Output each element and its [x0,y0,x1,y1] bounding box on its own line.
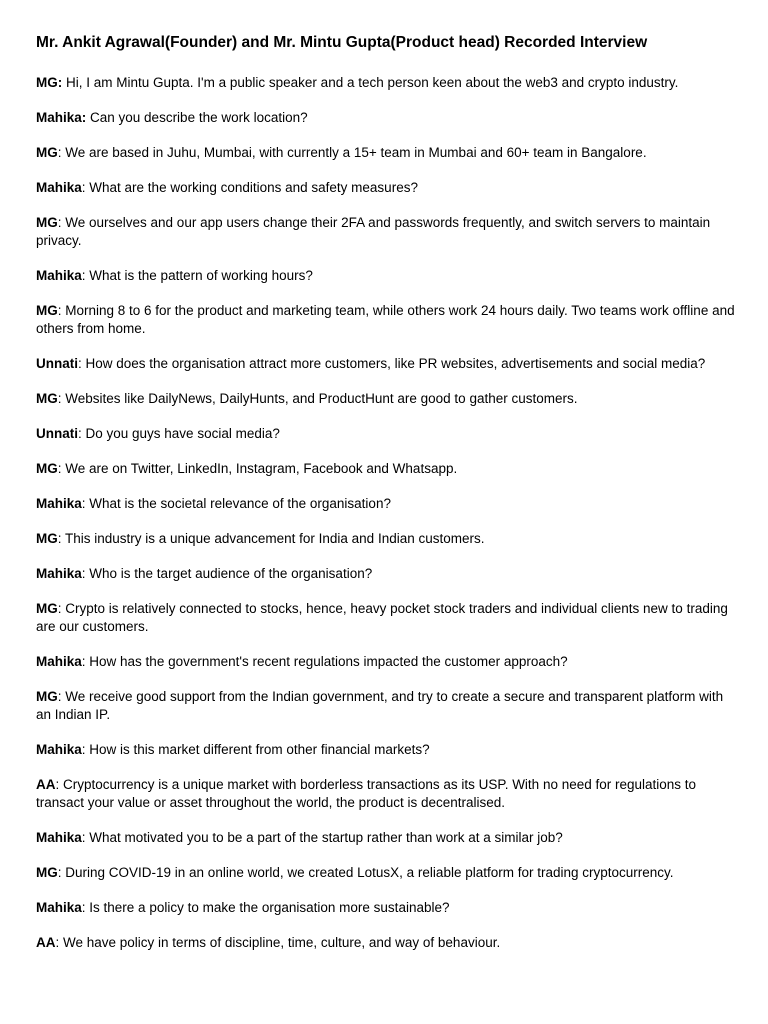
paragraph-text: : Websites like DailyNews, DailyHunts, and ProductHunt are good to gather customers. [57,391,578,406]
paragraph-text: : During COVID-19 in an online world, we created LotusX, a reliable platform for trading cryptocurrency. [57,865,674,880]
transcript-paragraph [36,390,736,408]
transcript-paragraph [36,776,736,812]
paragraph-text: : We ourselves and our app users change their 2FA and passwords frequently, and switch servers to maintain privacy. [36,215,711,248]
speaker-label: Unnati [36,426,78,441]
transcript-paragraph [36,109,736,127]
speaker-label: MG: [36,75,63,90]
speaker-label: MG [36,601,58,616]
speaker-label: MG [36,531,58,546]
transcript-paragraph [36,179,736,197]
transcript-paragraph [36,653,736,671]
paragraph-text: : We have policy in terms of discipline, time, culture, and way of behaviour. [55,935,501,950]
paragraph-text: : How is this market different from other financial markets? [81,742,430,757]
speaker-label: Mahika [36,830,82,845]
speaker-label: MG [36,689,58,704]
paragraph-text: : What is the societal relevance of the organisation? [81,496,391,511]
transcript-paragraph [36,302,736,338]
paragraph-text: : How does the organisation attract more customers, like PR websites, advertisements and social media? [78,356,706,371]
speaker-label: Mahika [36,180,82,195]
speaker-label: AA [36,777,56,792]
transcript-paragraph [36,565,736,583]
transcript-paragraph [36,864,736,882]
paragraph-text: : What motivated you to be a part of the startup rather than work at a similar job? [81,830,563,845]
speaker-label: Mahika: [36,110,87,125]
transcript-paragraph [36,355,736,373]
paragraph-text: : Do you guys have social media? [78,426,280,441]
speaker-label: Unnati [36,356,78,371]
transcript-paragraph [36,530,736,548]
paragraph-text: : Who is the target audience of the organisation? [81,566,373,581]
speaker-label: Mahika [36,268,82,283]
speaker-label: MG [36,145,58,160]
transcript-paragraph [36,741,736,759]
paragraph-text: Can you describe the work location? [86,110,308,125]
speaker-label: Mahika [36,566,82,581]
transcript-paragraph [36,425,736,443]
paragraph-text: : Crypto is relatively connected to stocks, hence, heavy pocket stock traders and individual clients new to trading are our customers. [36,601,728,634]
paragraph-text: : What are the working conditions and safety measures? [81,180,418,195]
speaker-label: MG [36,865,58,880]
transcript-paragraph [36,74,736,92]
paragraph-text: : Cryptocurrency is a unique market with borderless transactions as its USP. With no need for regulations to transact your value or asset throughout the world, the product is decentralised. [36,777,697,810]
document-page [36,32,736,969]
speaker-label: Mahika [36,900,82,915]
speaker-label: Mahika [36,742,82,757]
transcript-paragraph [36,214,736,250]
document-title: Mr. Ankit Agrawal(Founder) and Mr. Mintu Gupta(Product head) Recorded Interview [36,34,648,51]
transcript-paragraph [36,267,736,285]
speaker-label: MG [36,303,58,318]
paragraph-text: : How has the government's recent regulations impacted the customer approach? [81,654,568,669]
speaker-label: MG [36,391,58,406]
transcript-paragraph [36,899,736,917]
speaker-label: AA [36,935,56,950]
speaker-label: MG [36,215,58,230]
transcript-paragraph [36,495,736,513]
speaker-label: Mahika [36,654,82,669]
speaker-label: Mahika [36,496,82,511]
paragraph-text: Hi, I am Mintu Gupta. I'm a public speaker and a tech person keen about the web3 and crypto industry. [62,75,679,90]
paragraph-text: : Morning 8 to 6 for the product and marketing team, while others work 24 hours daily. Two teams work offline and others from home. [36,303,735,336]
transcript-paragraph [36,144,736,162]
paragraph-text: : We are on Twitter, LinkedIn, Instagram, Facebook and Whatsapp. [57,461,458,476]
transcript-paragraph [36,600,736,636]
paragraph-text: : What is the pattern of working hours? [81,268,313,283]
speaker-label: MG [36,461,58,476]
paragraph-text: : We are based in Juhu, Mumbai, with currently a 15+ team in Mumbai and 60+ team in Bangalore. [57,145,647,160]
transcript-paragraph [36,688,736,724]
paragraph-text: : This industry is a unique advancement for India and Indian customers. [57,531,485,546]
paragraph-text: : We receive good support from the Indian government, and try to create a secure and transparent platform with an Indian IP. [36,689,724,722]
transcript-paragraph [36,460,736,478]
transcript-paragraph [36,934,736,952]
transcript-paragraph [36,829,736,847]
paragraph-text: : Is there a policy to make the organisation more sustainable? [81,900,450,915]
